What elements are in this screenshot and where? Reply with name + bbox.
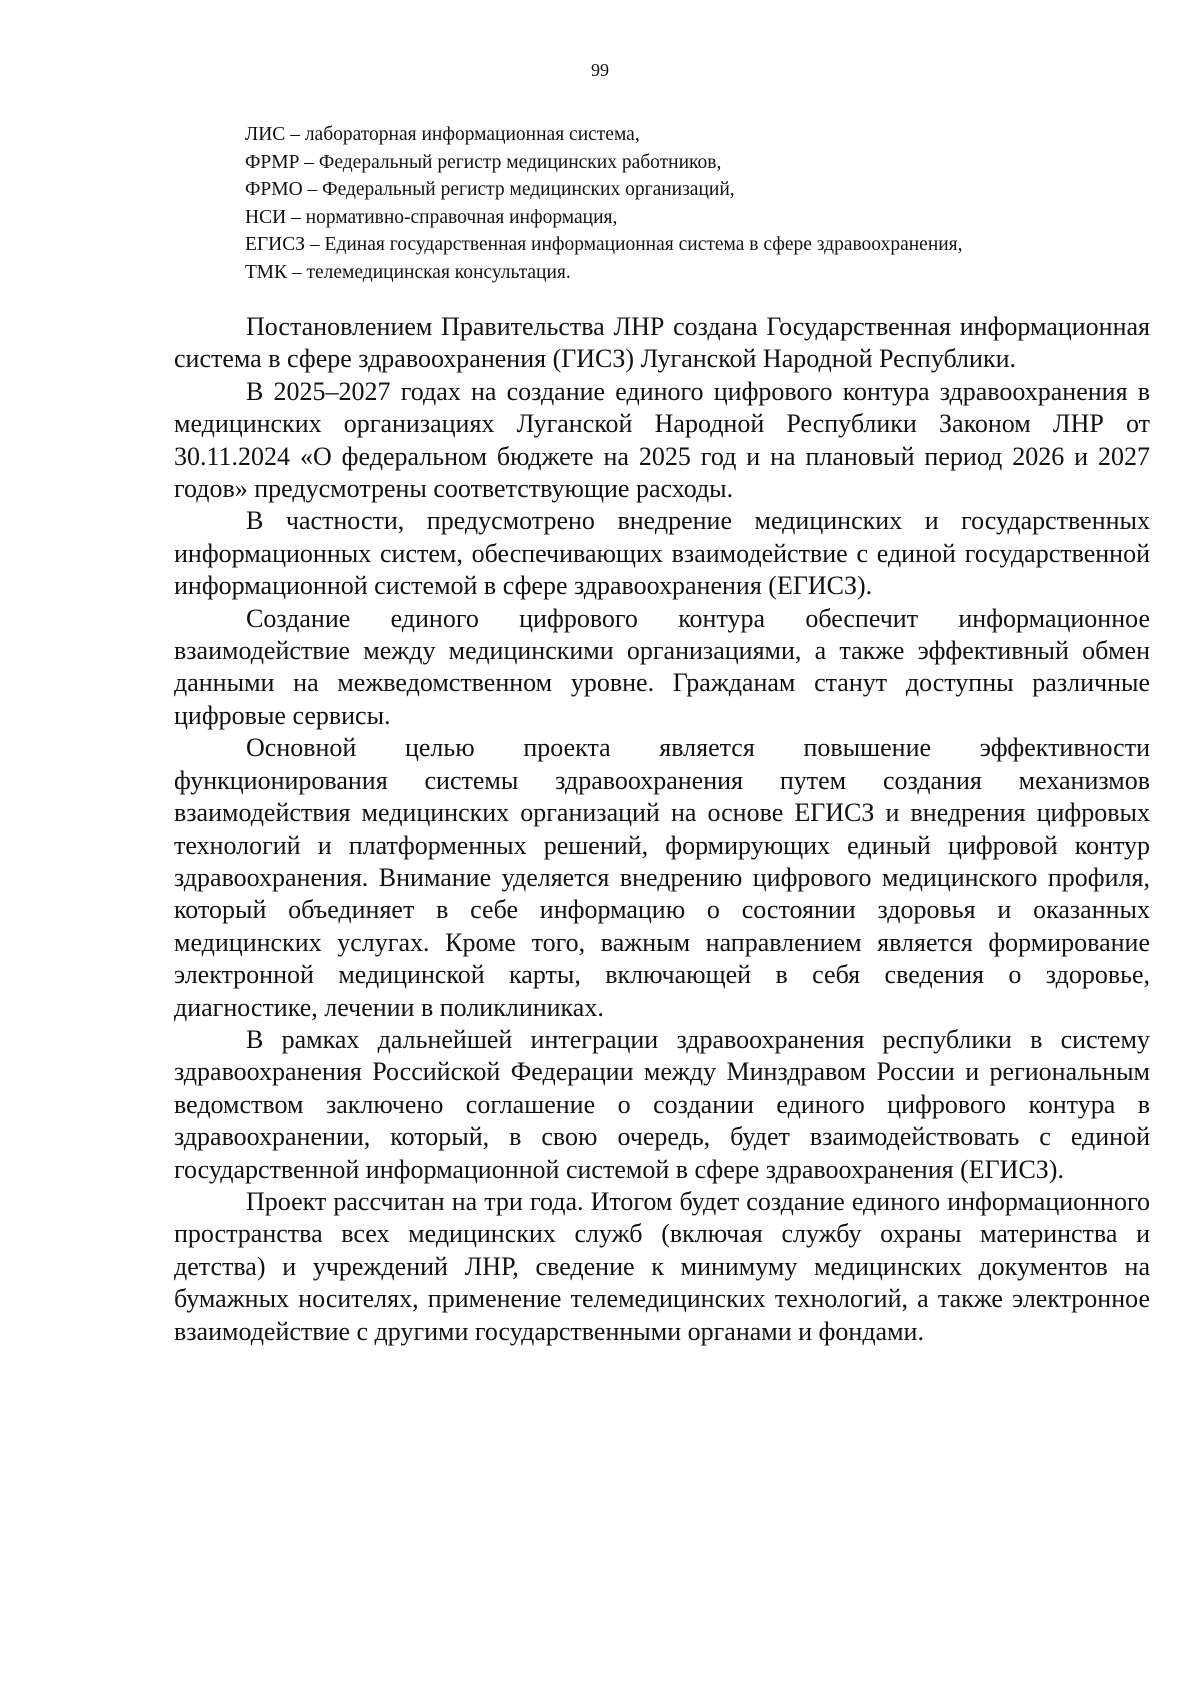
paragraph: Основной целью проекта является повышение эффективности функционирования системы здравоохранения путем создания механизмов взаимодействия медицинских организаций на основе ЕГИСЗ и внедрения цифровых технологий и платформенных решений, формирующих единый цифровой контур здравоохранения. Внимание уделяется внедрению цифрового медицинского профиля, который объединяет в себе информацию о состоянии здоровья и оказанных медицинских услугах. Кроме того, важным направлением является формирование электронной медицинской карты, включающей в себя сведения о здоровье, диагностике, лечении в поликлиниках. xyxy=(174,733,1150,1022)
paragraph: В частности, предусмотрено внедрение медицинских и государственных информационных систем, обеспечивающих взаимодействие с единой государственной информационной системой в сфере здравоохранения (ЕГИСЗ). xyxy=(174,506,1150,601)
abbreviation-list xyxy=(245,121,1175,287)
paragraph: В 2025–2027 годах на создание единого цифрового контура здравоохранения в медицинских организациях Луганской Народной Республики Законом ЛНР от 30.11.2024 «О федеральном бюджете на 2025 год и на плановый период 2026 и 2027 годов» предусмотрены соответствующие расходы. xyxy=(174,376,1150,504)
abbreviation-item: НСИ – нормативно-справочная информация, xyxy=(245,206,618,228)
abbreviation-item: ТМК – телемедицинская консультация. xyxy=(245,261,571,283)
paragraph: Создание единого цифрового контура обеспечит информационное взаимодействие между медицинскими организациями, а также эффективный обмен данными на межведомственном уровне. Гражданам станут доступны различные цифровые сервисы. xyxy=(174,603,1150,730)
paragraph: Проект рассчитан на три года. Итогом будет создание единого информационного пространства всех медицинских служб (включая службу охраны материнства и детства) и учреждений ЛНР, сведение к минимуму медицинских документов на бумажных носителях, применение телемедицинских технологий, а также электронное взаимодействие с другими государственными органами и фондами. xyxy=(174,1186,1150,1346)
abbreviation-item: ФРМР – Федеральный регистр медицинских работников, xyxy=(245,151,722,173)
body-text xyxy=(174,311,1150,1348)
abbreviation-item: ЕГИСЗ – Единая государственная информационная система в сфере здравоохранения, xyxy=(245,234,963,256)
paragraph: Постановлением Правительства ЛНР создана Государственная информационная система в сфере здравоохранения (ГИСЗ) Луганской Народной Республики. xyxy=(174,312,1150,374)
paragraph: В рамках дальнейшей интеграции здравоохранения республики в систему здравоохранения Российской Федерации между Минздравом России и региональным ведомством заключено соглашение о создании единого цифрового контура в здравоохранении, который, в свою очередь, будет взаимодействовать с единой государственной информационной системой в сфере здравоохранения (ЕГИСЗ). xyxy=(174,1024,1150,1184)
abbreviation-item: ЛИС – лабораторная информационная система, xyxy=(245,124,640,145)
page-number: 99 xyxy=(591,60,609,80)
abbreviation-item: ФРМО – Федеральный регистр медицинских организаций, xyxy=(245,179,735,201)
